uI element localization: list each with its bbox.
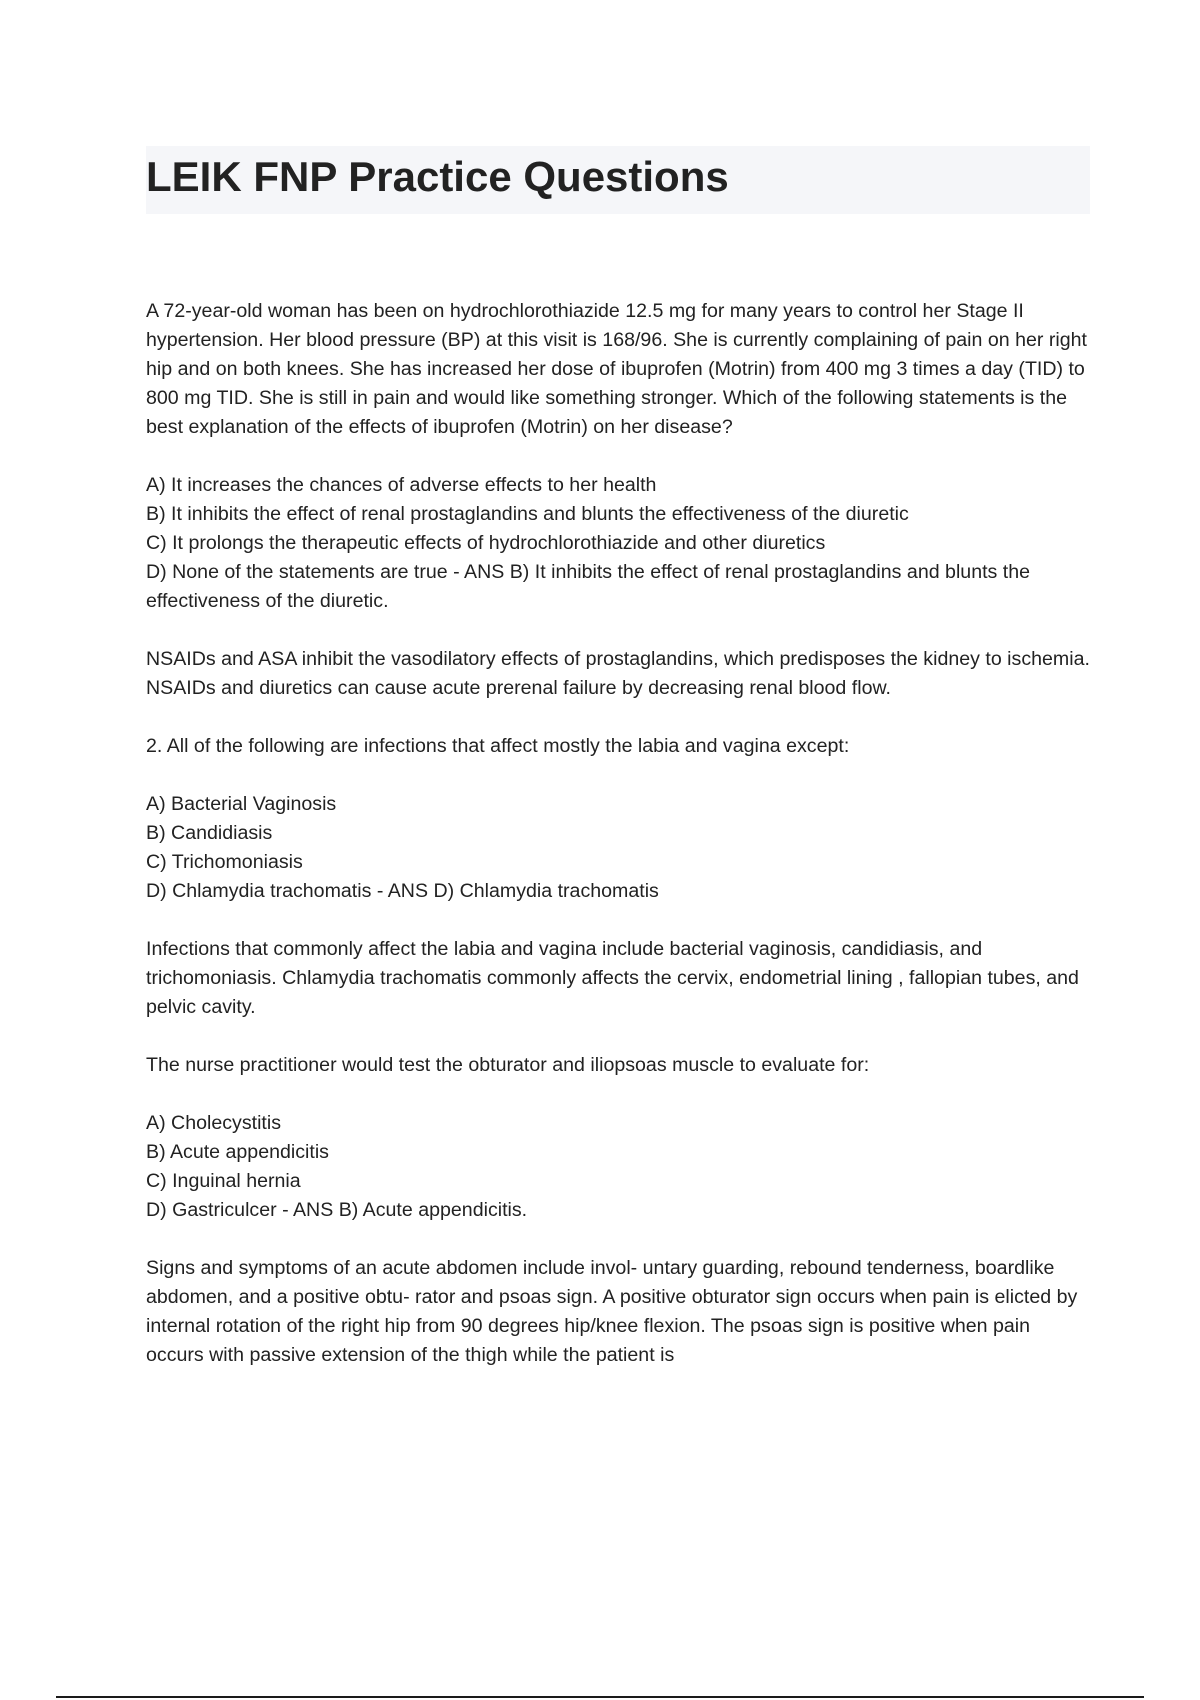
question-2-option-d-answer: D) Chlamydia trachomatis - ANS D) Chlamydia trachomatis (146, 880, 659, 902)
question-3-option-b: B) Acute appendicitis (146, 1141, 329, 1163)
question-2-rationale: Infections that commonly affect the labia and vagina include bacterial vaginosis, candidiasis, and trichomoniasis. Chlamydia trachomatis commonly affects the cervix, endometrial lining , fallopian tubes, and pelvic cavity. (146, 938, 1079, 1018)
question-1-rationale: NSAIDs and ASA inhibit the vasodilatory effects of prostaglandins, which predisposes the kidney to ischemia. NSAIDs and diuretics can cause acute prerenal failure by decreasing renal blood flow. (146, 648, 1090, 699)
title-banner (146, 146, 1090, 214)
question-2-option-a: A) Bacterial Vaginosis (146, 793, 337, 815)
question-3-rationale: Signs and symptoms of an acute abdomen include invol- untary guarding, rebound tenderness, boardlike abdomen, and a positive obtu- rator and psoas sign. A positive obturator sign occurs when pain is elicted by internal rotation of the right hip from 90 degrees hip/knee flexion. The psoas sign is positive when pain occurs with passive extension of the thigh while the patient is (146, 1257, 1078, 1366)
question-2-stem: 2. All of the following are infections that affect mostly the labia and vagina except: (146, 735, 850, 757)
question-1-option-d-answer: D) None of the statements are true - ANS B) It inhibits the effect of renal prostaglandins and blunts the effectiveness of the diuretic. (146, 561, 1031, 612)
question-1-option-c: C) It prolongs the therapeutic effects of hydrochlorothiazide and other diuretics (146, 532, 826, 554)
question-2-option-c: C) Trichomoniasis (146, 851, 303, 873)
question-1-options (146, 471, 1090, 616)
question-1-option-a: A) It increases the chances of adverse effects to her health (146, 474, 657, 496)
document-body (146, 297, 1090, 1399)
question-3-option-d-answer: D) Gastriculcer - ANS B) Acute appendicitis. (146, 1199, 528, 1221)
question-3-stem: The nurse practitioner would test the obturator and iliopsoas muscle to evaluate for: (146, 1054, 870, 1076)
question-2-option-b: B) Candidiasis (146, 822, 273, 844)
question-2-options (146, 790, 1090, 906)
question-3-option-c: C) Inguinal hernia (146, 1170, 301, 1192)
question-3-option-a: A) Cholecystitis (146, 1112, 282, 1134)
document-title: LEIK FNP Practice Questions (146, 153, 729, 200)
question-3-options (146, 1109, 1090, 1225)
question-1-option-b: B) It inhibits the effect of renal prostaglandins and blunts the effectiveness of the diuretic (146, 503, 909, 525)
footer-divider (56, 1696, 1144, 1698)
question-1-stem: A 72-year-old woman has been on hydrochlorothiazide 12.5 mg for many years to control her Stage II hypertension. Her blood pressure (BP) at this visit is 168/96. She is currently complaining of pain on her right hip and on both knees. She has increased her dose of ibuprofen (Motrin) from 400 mg 3 times a day (TID) to 800 mg TID. She is still in pain and would like something stronger. Which of the following statements is the best explanation of the effects of ibuprofen (Motrin) on her disease? (146, 300, 1087, 438)
